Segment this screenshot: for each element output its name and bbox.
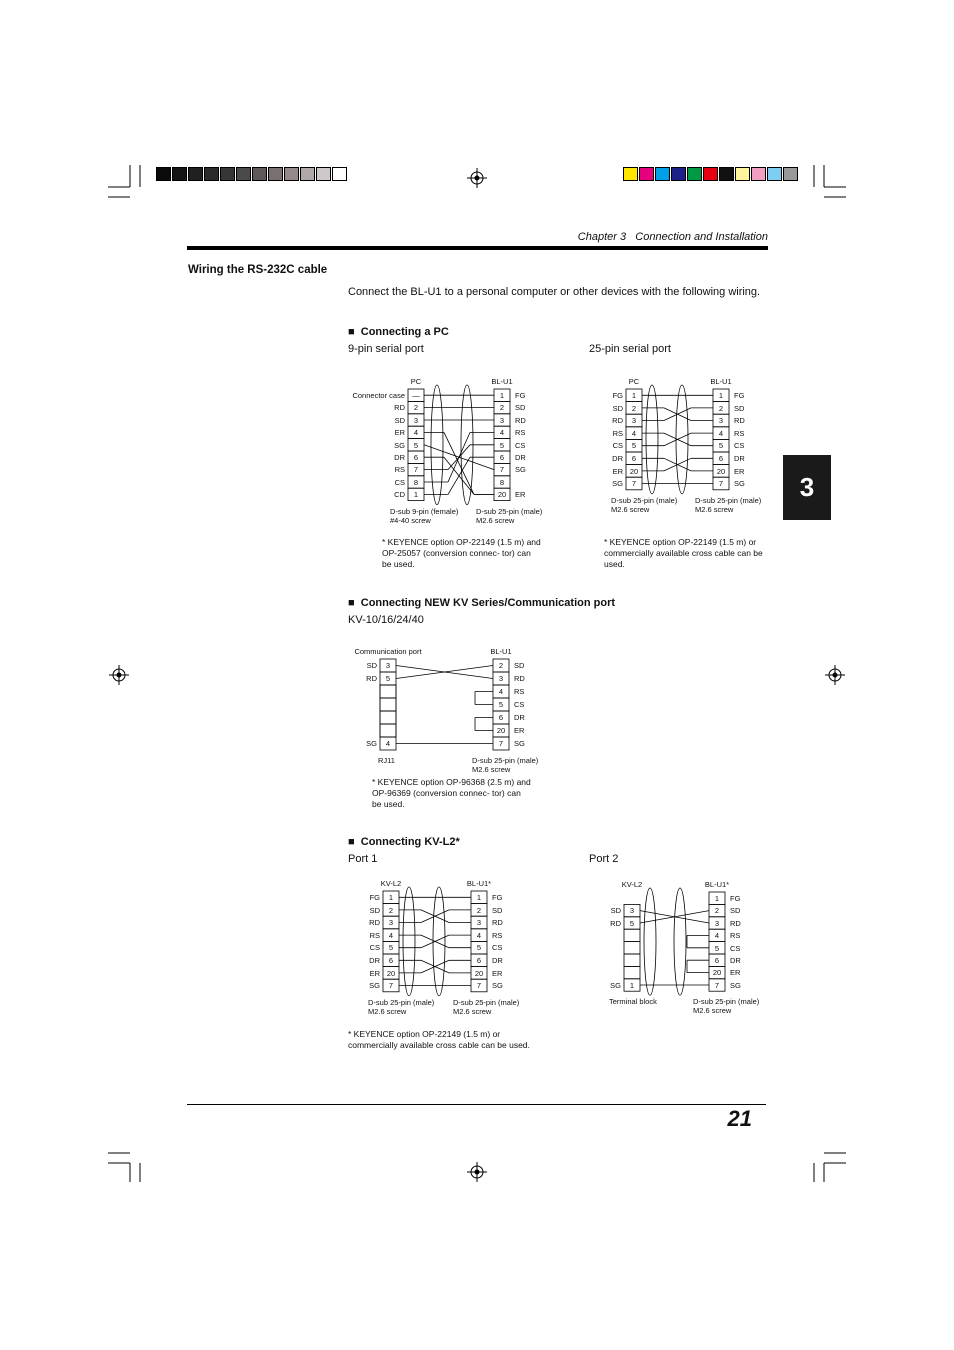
- left-signal-label: CS: [394, 477, 405, 487]
- right-signal-label: DR: [730, 956, 741, 965]
- right-pin-number: 1: [476, 893, 482, 902]
- section-title: Wiring the RS-232C cable: [188, 264, 328, 276]
- right-signal-label: CS: [734, 441, 745, 451]
- left-pin-number: 2: [631, 403, 637, 413]
- right-pin-number: 4: [714, 931, 720, 941]
- right-signal-label: RD: [514, 674, 525, 683]
- left-signal-label: FG: [369, 893, 380, 902]
- twentyfive-pin-note: * KEYENCE option OP-22149 (1.5 m) or commercially available cross cable can be used.: [604, 537, 763, 569]
- right-pin-number: 3: [714, 918, 720, 928]
- left-pin-number: —: [412, 391, 420, 400]
- right-signal-label: RS: [514, 687, 525, 696]
- right-pin-number: 2: [499, 403, 505, 413]
- right-signal-label: ER: [734, 466, 745, 476]
- left-pin-number: 1: [629, 980, 635, 990]
- pin-box: [624, 929, 640, 941]
- right-pin-number: 7: [718, 479, 724, 489]
- chapter-title: Connection and Installation: [635, 231, 768, 243]
- right-signal-label: RD: [515, 415, 526, 425]
- port1-note: * KEYENCE option OP-22149 (1.5 m) or commercially available cross cable can be used.: [348, 1029, 530, 1050]
- left-connector-header: Communication port: [354, 647, 422, 656]
- right-signal-label: DR: [515, 453, 526, 462]
- right-pin-number: 8: [499, 477, 505, 487]
- right-pin-number: 5: [476, 943, 482, 953]
- right-connector-type: D-sub 25-pin (male): [695, 495, 762, 505]
- right-signal-label: ER: [515, 490, 526, 500]
- right-pin-number: 3: [498, 674, 504, 683]
- right-signal-label: SD: [492, 905, 503, 915]
- left-pin-number: 3: [631, 416, 637, 426]
- right-connector-type: M2.6 screw: [472, 765, 511, 774]
- pc-heading-text: Connecting a PC: [360, 326, 449, 338]
- right-pin-number: 20: [474, 968, 484, 978]
- left-pin-number: 1: [631, 391, 637, 400]
- right-connector-type: D-sub 25-pin (male): [472, 756, 539, 765]
- left-connector-header: PC: [410, 377, 422, 386]
- right-signal-label: SD: [730, 906, 741, 916]
- right-pin-number: 20: [497, 490, 507, 500]
- chapter-number: Chapter 3: [577, 231, 627, 243]
- port2-caption: Port 2: [589, 853, 619, 865]
- kv-caption: KV-10/16/24/40: [348, 614, 424, 626]
- nine-pin-caption: 9-pin serial port: [348, 343, 424, 355]
- right-pin-number: 1: [714, 894, 720, 903]
- left-pin-number: 5: [413, 440, 419, 450]
- right-signal-label: SD: [515, 403, 526, 413]
- right-signal-label: RD: [730, 918, 741, 928]
- left-signal-label: DR: [369, 956, 380, 965]
- left-signal-label: DR: [394, 453, 405, 462]
- pin-box: [624, 942, 640, 954]
- left-connector-type: RJ11: [378, 756, 395, 765]
- kv-note: * KEYENCE option OP-96368 (2.5 m) and OP-96369 (conversion connec- tor) can be used.: [372, 777, 531, 809]
- right-connector-type: D-sub 25-pin (male): [453, 997, 520, 1007]
- right-pin-number: 6: [476, 956, 482, 965]
- twentyfive-pin-caption: 25-pin serial port: [589, 343, 671, 355]
- right-signal-label: FG: [730, 894, 741, 903]
- left-connector-type: #4-40 screw: [390, 515, 431, 525]
- right-signal-label: DR: [514, 713, 525, 722]
- left-connector-type: M2.6 screw: [611, 504, 650, 514]
- left-signal-label: Connector case: [352, 391, 405, 400]
- right-pin-number: 5: [499, 440, 505, 450]
- left-signal-label: RS: [394, 465, 405, 475]
- left-connector-header: KV-L2: [380, 879, 402, 888]
- left-signal-label: SD: [369, 905, 380, 915]
- right-connector-type: M2.6 screw: [476, 515, 515, 525]
- right-pin-number: 5: [718, 441, 724, 451]
- left-connector-type: M2.6 screw: [368, 1006, 407, 1016]
- right-pin-number: 7: [476, 981, 482, 991]
- left-pin-number: 4: [388, 930, 394, 940]
- left-signal-label: RD: [366, 674, 377, 683]
- right-signal-label: RS: [730, 931, 741, 941]
- left-signal-label: SD: [612, 403, 623, 413]
- right-pin-number: 6: [718, 454, 724, 463]
- left-signal-label: CS: [612, 441, 623, 451]
- right-pin-number: 4: [498, 687, 504, 696]
- right-signal-label: RD: [734, 416, 745, 426]
- left-signal-label: ER: [612, 466, 623, 476]
- left-signal-label: SG: [366, 739, 377, 748]
- right-pin-number: 6: [714, 956, 720, 965]
- right-pin-number: 5: [498, 700, 504, 709]
- right-pin-number: 4: [499, 428, 505, 438]
- kvl2-heading-text: Connecting KV-L2*: [360, 836, 460, 848]
- left-connector-type: D-sub 9-pin (female): [390, 506, 459, 516]
- right-connector-type: D-sub 25-pin (male): [476, 506, 543, 516]
- right-connector-type: D-sub 25-pin (male): [693, 997, 760, 1007]
- left-pin-number: 5: [631, 441, 637, 451]
- left-connector-type: D-sub 25-pin (male): [611, 495, 678, 505]
- right-pin-number: 7: [498, 739, 504, 748]
- right-pin-number: 6: [498, 713, 504, 722]
- left-pin-number: 5: [385, 674, 391, 683]
- left-signal-label: RD: [369, 918, 380, 928]
- kv-heading: ■ Connecting NEW KV Series/Communication port: [348, 597, 616, 609]
- left-pin-number: 2: [413, 403, 419, 413]
- right-pin-number: 3: [499, 415, 505, 425]
- port1-caption: Port 1: [348, 853, 378, 865]
- left-connector-header: PC: [628, 377, 640, 386]
- left-signal-label: SG: [394, 440, 405, 450]
- right-signal-label: SD: [734, 403, 745, 413]
- right-pin-number: 6: [499, 453, 505, 462]
- right-connector-header: BL-U1*: [466, 879, 492, 888]
- left-signal-label: RD: [610, 918, 621, 928]
- right-signal-label: SG: [514, 739, 525, 748]
- left-pin-number: 20: [386, 968, 396, 978]
- left-signal-label: RS: [612, 428, 623, 438]
- right-signal-label: RD: [492, 918, 503, 928]
- left-pin-number: 6: [388, 956, 394, 965]
- left-signal-label: SG: [612, 479, 623, 489]
- left-pin-number: 1: [388, 893, 394, 902]
- left-signal-label: RS: [369, 930, 380, 940]
- cable-shield: [644, 888, 656, 995]
- right-pin-number: 2: [476, 905, 482, 915]
- left-signal-label: SD: [610, 906, 621, 916]
- pin-box: [624, 954, 640, 966]
- left-pin-number: 6: [631, 454, 637, 463]
- right-pin-number: 2: [718, 403, 724, 413]
- left-pin-number: 2: [388, 905, 394, 915]
- page-number: 21: [727, 1106, 752, 1131]
- left-connector-type: Terminal block: [609, 997, 657, 1007]
- right-signal-label: DR: [734, 454, 745, 463]
- left-pin-number: 3: [413, 415, 419, 425]
- left-pin-number: 3: [388, 918, 394, 928]
- right-signal-label: SG: [730, 980, 741, 990]
- left-pin-number: 5: [629, 918, 635, 928]
- right-pin-number: 4: [476, 930, 482, 940]
- left-signal-label: FG: [612, 391, 623, 400]
- right-signal-label: FG: [734, 391, 745, 400]
- right-pin-number: 20: [496, 726, 506, 735]
- right-connector-type: M2.6 screw: [453, 1006, 492, 1016]
- right-signal-label: CS: [730, 943, 741, 953]
- right-pin-number: 3: [718, 416, 724, 426]
- right-connector-header: BL-U1*: [704, 880, 730, 889]
- left-signal-label: CS: [369, 943, 380, 953]
- left-pin-number: 6: [413, 453, 419, 462]
- right-connector-header: BL-U1: [491, 377, 513, 386]
- right-connector-header: BL-U1: [710, 377, 732, 386]
- right-signal-label: FG: [492, 893, 503, 902]
- left-signal-label: SD: [394, 415, 405, 425]
- right-signal-label: RS: [492, 930, 503, 940]
- left-pin-number: 8: [413, 477, 419, 487]
- pin-box: [624, 966, 640, 978]
- left-pin-number: 4: [631, 428, 637, 438]
- right-pin-number: 1: [499, 391, 505, 400]
- left-signal-label: SG: [369, 981, 380, 991]
- right-signal-label: ER: [514, 726, 525, 735]
- kvl2-heading: ■ Connecting KV-L2*: [348, 836, 460, 848]
- right-pin-number: 4: [718, 428, 724, 438]
- right-connector-header: BL-U1: [490, 647, 512, 656]
- right-signal-label: CS: [515, 440, 526, 450]
- left-pin-number: 5: [388, 943, 394, 953]
- right-signal-label: ER: [492, 968, 503, 978]
- intro-text: Connect the BL-U1 to a personal computer or other devices with the following wiring.: [348, 286, 761, 298]
- left-pin-number: 7: [388, 981, 394, 991]
- right-pin-number: 7: [714, 980, 720, 990]
- right-connector-type: M2.6 screw: [693, 1006, 732, 1016]
- nine-pin-note: * KEYENCE option OP-22149 (1.5 m) and OP-25057 (conversion connec- tor) can be used.: [382, 537, 541, 569]
- right-pin-number: 3: [476, 918, 482, 928]
- left-signal-label: SD: [366, 661, 377, 670]
- left-pin-number: 4: [413, 428, 419, 438]
- right-signal-label: RS: [734, 428, 745, 438]
- right-pin-number: 2: [714, 906, 720, 916]
- right-signal-label: SG: [734, 479, 745, 489]
- left-pin-number: 7: [631, 479, 637, 489]
- right-signal-label: FG: [515, 391, 526, 400]
- left-signal-label: DR: [612, 454, 623, 463]
- right-pin-number: 2: [498, 661, 504, 670]
- left-connector-header: KV-L2: [621, 880, 643, 889]
- right-signal-label: RS: [515, 428, 526, 438]
- right-pin-number: 5: [714, 943, 720, 953]
- left-signal-label: ER: [369, 968, 380, 978]
- right-signal-label: CS: [492, 943, 503, 953]
- left-pin-number: 3: [629, 906, 635, 916]
- left-pin-number: 3: [385, 661, 391, 670]
- right-signal-label: SG: [515, 465, 526, 475]
- left-pin-number: 1: [413, 490, 419, 500]
- left-connector-type: D-sub 25-pin (male): [368, 997, 435, 1007]
- pc-heading: ■ Connecting a PC: [348, 326, 449, 338]
- right-pin-number: 1: [718, 391, 724, 400]
- right-signal-label: CS: [514, 700, 525, 709]
- left-pin-number: 20: [629, 466, 639, 476]
- left-pin-number: 7: [413, 465, 419, 475]
- left-signal-label: RD: [394, 403, 405, 413]
- footer-rule: [187, 1104, 766, 1105]
- right-pin-number: 7: [499, 465, 505, 475]
- left-signal-label: SG: [610, 980, 621, 990]
- right-signal-label: DR: [492, 956, 503, 965]
- right-signal-label: ER: [730, 968, 741, 978]
- right-connector-type: M2.6 screw: [695, 504, 734, 514]
- left-pin-number: 4: [385, 739, 391, 748]
- left-signal-label: ER: [394, 428, 405, 438]
- left-signal-label: RD: [612, 416, 623, 426]
- left-signal-label: CD: [394, 490, 405, 500]
- cable-shield: [674, 888, 686, 995]
- right-signal-label: SD: [514, 661, 525, 670]
- kv-heading-text: Connecting NEW KV Series/Communication port: [360, 597, 616, 609]
- right-pin-number: 20: [712, 968, 722, 978]
- right-signal-label: SG: [492, 981, 503, 991]
- right-pin-number: 20: [716, 466, 726, 476]
- chapter-tab: 3: [783, 455, 831, 520]
